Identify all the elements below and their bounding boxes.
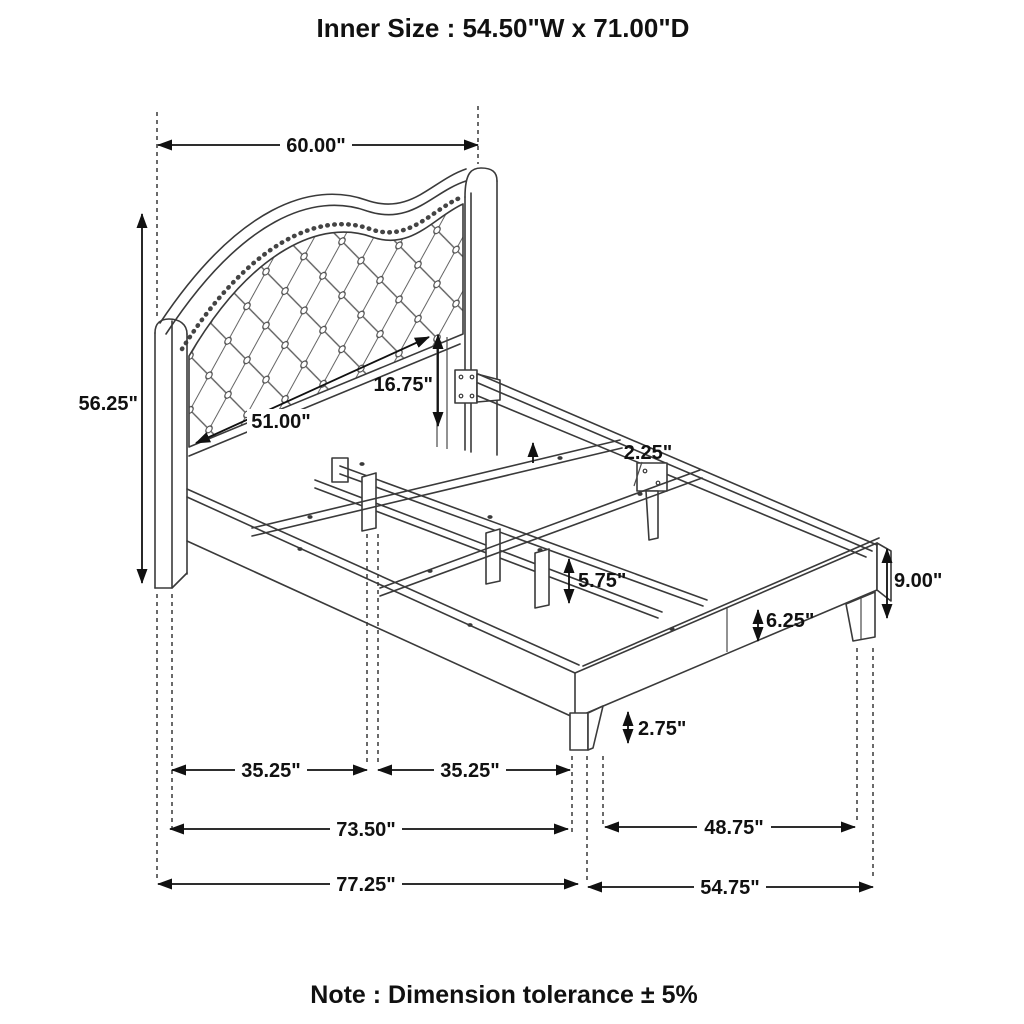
screw-hole-dot <box>427 569 432 573</box>
dim-label-headboard-height: 56.25" <box>78 393 138 415</box>
screw-hole-dot <box>307 515 312 519</box>
rail-support-bracket <box>637 463 667 491</box>
screw-hole-dot <box>637 492 642 496</box>
slat-1-top <box>252 440 620 528</box>
screw-hole-dot <box>537 548 542 552</box>
slat-1-bottom <box>252 448 622 536</box>
headboard-tufted-panel <box>140 140 520 480</box>
screw-hole-dot <box>557 456 562 460</box>
right-rail-mid <box>478 383 872 551</box>
screw-hole-dot <box>487 515 492 519</box>
diagram-title: Inner Size : 54.50"W x 71.00"D <box>316 13 690 43</box>
screw-hole-dot <box>297 547 302 551</box>
foot-rail <box>575 538 891 718</box>
center-rail-head-bracket <box>332 458 348 482</box>
screw-hole-dot <box>359 462 364 466</box>
headboard-left-post <box>155 319 187 588</box>
bracket-hole <box>459 394 463 398</box>
dim-label-headboard-width: 60.00" <box>286 135 346 157</box>
bracket-hole <box>643 469 647 473</box>
foot-rail-end-cap <box>877 543 891 601</box>
right-rail-bottom <box>478 396 866 557</box>
dim-label-overall-length: 77.25" <box>336 874 396 896</box>
dimension-labels <box>78 132 942 900</box>
center-rail-leg <box>535 549 549 608</box>
screw-hole-dot <box>467 623 472 627</box>
dim-label-leg-span-head: 35.25" <box>241 760 301 782</box>
dim-label-center-leg-height: 5.75" <box>578 570 627 592</box>
bed-frame-drawing <box>140 140 891 750</box>
left-post-foot <box>155 573 187 588</box>
corner-legs <box>570 592 875 750</box>
dim-label-side-rail-height: 6.25" <box>766 610 815 632</box>
diagram-note: Note : Dimension tolerance ± 5% <box>310 981 698 1009</box>
right-post-cap <box>465 168 497 197</box>
dim-label-leg-span-foot: 35.25" <box>440 760 500 782</box>
screw-hole-dot <box>669 627 674 631</box>
dim-label-overall-width: 54.75" <box>700 877 760 899</box>
dim-label-inner-width-span: 48.75" <box>704 817 764 839</box>
left-side-rail <box>187 489 579 718</box>
bracket-hole <box>470 394 474 398</box>
left-rail-top-front <box>187 497 575 673</box>
rail-bracket-plate <box>455 370 477 403</box>
left-rail-top-back <box>187 489 579 665</box>
dim-label-inner-length: 73.50" <box>336 819 396 841</box>
dim-label-footboard-corner-height: 9.00" <box>894 570 943 592</box>
dim-label-panel-drop: 16.75" <box>373 374 433 396</box>
dim-label-headboard-inner-width: 51.00" <box>251 411 311 433</box>
left-rail-bottom <box>187 541 575 718</box>
dim-label-rail-gap: 2.25" <box>623 442 673 464</box>
bracket-hole <box>470 375 474 379</box>
front-corner-leg-face <box>570 713 588 750</box>
foot-rail-top-back <box>583 538 879 666</box>
front-corner-leg-side <box>588 706 603 750</box>
bracket-hole <box>459 375 463 379</box>
dim-label-foot-leg-height: 2.75" <box>638 718 687 740</box>
